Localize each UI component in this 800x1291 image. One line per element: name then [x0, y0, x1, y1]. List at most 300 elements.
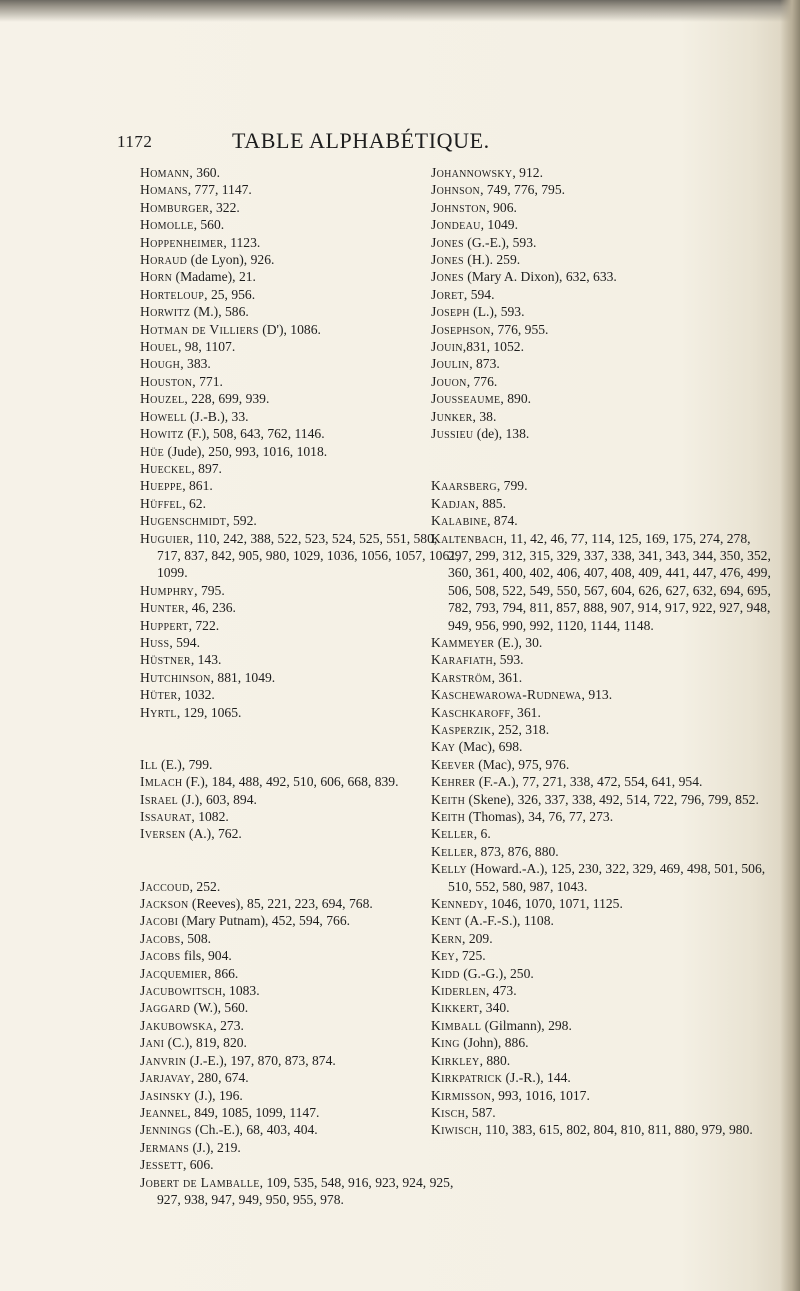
entry-pages: , 1083.: [222, 983, 260, 999]
entry-name: Jousseaume: [431, 391, 501, 407]
entry-pages: , 913.: [581, 687, 613, 703]
entry-pages: , 273.: [213, 1017, 244, 1033]
entry-name: Kaschkaroff: [431, 704, 511, 720]
entry-name: Karafiath: [431, 652, 493, 668]
entry-pages: , 98, 1107.: [177, 339, 236, 355]
entry-name: Joret: [431, 286, 464, 302]
entry-pages: (E.), 30.: [494, 634, 543, 650]
index-entry: [431, 756, 771, 773]
entry-pages: , 252, 318.: [491, 721, 550, 737]
entry-pages: , 890.: [500, 391, 532, 407]
entry-pages: ,831, 1052.: [462, 339, 524, 355]
scan-shadow: [0, 0, 800, 22]
entry-pages: , 383.: [180, 356, 211, 372]
index-entry: [431, 860, 771, 895]
entry-pages: (Mac), 698.: [455, 739, 523, 755]
index-entry: [431, 982, 771, 999]
entry-pages: , 880.: [479, 1052, 511, 1068]
index-entry: [140, 878, 460, 895]
index-entry: [140, 947, 460, 964]
entry-name: Hough: [140, 356, 181, 372]
entry-pages: (J.-B.), 33.: [186, 408, 249, 424]
index-entry: [431, 268, 771, 285]
entry-pages: , 1049.: [480, 217, 518, 233]
index-entry: [431, 338, 771, 355]
index-entry: [140, 321, 460, 338]
entry-pages: (Ch.-E.), 68, 403, 404.: [191, 1122, 318, 1138]
entry-name: Issaurat: [140, 809, 192, 825]
index-entry: [431, 390, 771, 407]
entry-name: Jessett: [140, 1157, 183, 1173]
index-entry: [431, 355, 771, 372]
entry-pages: , 771.: [192, 373, 223, 389]
index-entry: [140, 599, 460, 616]
entry-pages: , 109, 535, 548, 916, 923, 924, 925, 927, 938, 947, 949, 950, 955, 978.: [157, 1174, 454, 1207]
entry-pages: , 62.: [182, 495, 206, 511]
index-entry: [140, 268, 460, 285]
entry-pages: , 866.: [207, 965, 239, 981]
index-entry: [140, 443, 460, 460]
entry-name: Jussieu: [431, 426, 474, 442]
entry-name: Kay: [431, 739, 456, 755]
entry-pages: , 873, 876, 880.: [473, 843, 559, 859]
entry-pages: , 1123.: [223, 234, 261, 250]
index-entry: [431, 495, 771, 512]
entry-name: Hoppenheimer: [140, 234, 224, 250]
entry-pages: (Gilmann), 298.: [481, 1017, 572, 1033]
entry-pages: , 885.: [475, 495, 506, 511]
index-entry: [431, 895, 771, 912]
entry-pages: , 560.: [193, 217, 225, 233]
entry-pages: , 143.: [190, 652, 222, 668]
entry-name: Kern: [431, 930, 463, 946]
index-entry: [140, 1087, 460, 1104]
entry-name: Jacobs: [140, 948, 181, 964]
index-entry: [140, 512, 460, 529]
entry-pages: , 361.: [491, 669, 523, 685]
index-entry: [140, 234, 460, 251]
entry-name: Jasinsky: [140, 1087, 192, 1103]
entry-name: Horteloup: [140, 286, 205, 302]
index-entry: [431, 1052, 771, 1069]
entry-pages: , 593.: [492, 652, 524, 668]
section-gap: [140, 721, 460, 756]
entry-name: Homann: [140, 165, 190, 180]
index-entry: [140, 930, 463, 947]
index-entry: [431, 512, 771, 529]
entry-name: Kirkley: [431, 1052, 480, 1068]
entry-pages: , 795.: [194, 582, 225, 598]
index-entry: [431, 251, 771, 268]
entry-pages: (G.-E.), 593.: [463, 234, 537, 250]
index-entry: [140, 1156, 460, 1173]
running-head: TABLE ALPHABÉTIQUE.: [232, 128, 490, 153]
entry-pages: , 473.: [486, 983, 517, 999]
entry-name: Junker: [431, 408, 473, 424]
index-entry: [431, 1034, 771, 1051]
entry-name: Hueckel: [140, 460, 192, 476]
entry-pages: (Madame), 21.: [172, 269, 256, 285]
page-header: [0, 128, 800, 158]
index-entry: [431, 791, 771, 808]
entry-name: Huguier: [140, 530, 190, 546]
entry-pages: , 912.: [512, 165, 543, 180]
entry-name: Homans: [140, 182, 188, 198]
entry-name: Kaltenbach: [431, 530, 504, 546]
index-entry: [140, 825, 460, 842]
entry-name: Houel: [140, 339, 178, 355]
index-entry: [140, 408, 460, 425]
index-entry: [431, 199, 771, 216]
entry-pages: (Skene), 326, 337, 338, 492, 514, 722, 796, 799, 852.: [465, 791, 759, 807]
entry-pages: (D'), 1086.: [258, 321, 321, 337]
entry-name: Janvrin: [140, 1052, 187, 1068]
entry-pages: , 340.: [478, 1000, 510, 1016]
index-entry: [431, 321, 771, 338]
entry-name: Homburger: [140, 199, 210, 215]
entry-pages: , 606.: [182, 1157, 214, 1173]
section-gap: [431, 443, 771, 478]
index-entry: [140, 1174, 460, 1209]
entry-pages: , 906.: [486, 199, 517, 215]
entry-pages: , 776, 955.: [490, 321, 549, 337]
index-entry: [140, 1017, 460, 1034]
index-entry: [431, 843, 771, 860]
entry-name: Jennings: [140, 1122, 192, 1138]
entry-pages: , 873.: [469, 356, 500, 372]
index-entry: [431, 912, 771, 929]
index-entry: [140, 164, 460, 181]
entry-pages: (John), 886.: [459, 1035, 529, 1051]
index-entry: [140, 686, 460, 703]
entry-pages: , 129, 1065.: [176, 704, 242, 720]
entry-pages: , 1082.: [191, 809, 229, 825]
entry-name: Hüe: [140, 443, 165, 459]
section-gap: [140, 843, 460, 878]
index-entry: [431, 999, 771, 1016]
index-entry: [431, 164, 771, 181]
entry-pages: , 881, 1049.: [210, 669, 276, 685]
index-entry: [431, 738, 771, 755]
index-entry: [140, 651, 460, 668]
index-entry: [431, 234, 771, 251]
entry-pages: , 722.: [188, 617, 220, 633]
entry-name: Josephson: [431, 321, 491, 337]
entry-name: Kaschewarowa-Rudnewa: [431, 687, 582, 703]
entry-pages: (Jude), 250, 993, 1016, 1018.: [164, 443, 328, 459]
entry-name: Kadjan: [431, 495, 476, 511]
entry-name: Jarjavay: [140, 1070, 191, 1086]
entry-pages: , 6.: [473, 826, 491, 842]
entry-pages: , 776.: [466, 373, 498, 389]
entry-pages: , 799.: [496, 478, 528, 494]
index-entry: [431, 1104, 771, 1121]
entry-pages: , 209.: [462, 930, 493, 946]
entry-name: Hunter: [140, 600, 185, 616]
entry-pages: fils, 904.: [180, 948, 232, 964]
index-entry: [431, 1087, 771, 1104]
entry-name: Jones: [431, 252, 464, 268]
entry-name: King: [431, 1035, 460, 1051]
entry-name: Jaccoud: [140, 878, 190, 894]
entry-pages: , 1046, 1070, 1071, 1125.: [484, 896, 623, 912]
entry-name: Horaud: [140, 252, 188, 268]
index-entry: [431, 825, 771, 842]
entry-pages: , 587.: [465, 1104, 496, 1120]
entry-name: Kasperzik: [431, 721, 492, 737]
entry-pages: , 861.: [182, 478, 213, 494]
entry-name: Jouon: [431, 373, 467, 389]
index-entry: [431, 669, 771, 686]
entry-name: Keller: [431, 843, 474, 859]
entry-name: Imlach: [140, 774, 183, 790]
entry-name: Kirmisson: [431, 1087, 492, 1103]
index-entry: [140, 286, 460, 303]
entry-pages: (de Lyon), 926.: [187, 252, 275, 268]
entry-pages: , 594.: [463, 286, 495, 302]
entry-pages: (de), 138.: [473, 426, 530, 442]
entry-pages: , 38.: [472, 408, 497, 424]
entry-name: Jacobs: [140, 930, 181, 946]
index-entry: [140, 303, 460, 320]
entry-name: Hutchinson: [140, 669, 211, 685]
entry-pages: , 897.: [191, 460, 222, 476]
entry-name: Jakubowska: [140, 1017, 214, 1033]
entry-name: Kirkpatrick: [431, 1070, 503, 1086]
entry-name: Kaarsberg: [431, 478, 497, 494]
entry-name: Kidd: [431, 965, 460, 981]
entry-name: Hyrtl: [140, 704, 177, 720]
entry-name: Houston: [140, 373, 193, 389]
index-entry: [431, 651, 771, 668]
index-entry: [431, 303, 771, 320]
entry-pages: (A.), 762.: [185, 826, 242, 842]
entry-name: Huss: [140, 634, 170, 650]
index-entry: [140, 1069, 460, 1086]
entry-name: Huppert: [140, 617, 189, 633]
index-entry: [140, 199, 460, 216]
index-entry: [431, 686, 771, 703]
index-entry: [431, 477, 771, 494]
entry-name: Kikkert: [431, 1000, 479, 1016]
entry-name: Hueppe: [140, 478, 183, 494]
entry-pages: , 749, 776, 795.: [480, 182, 566, 198]
index-entry: [140, 477, 460, 494]
entry-pages: (Mary A. Dixon), 632, 633.: [463, 269, 617, 285]
entry-pages: (Reeves), 85, 221, 223, 694, 768.: [188, 896, 373, 912]
entry-name: Keller: [431, 826, 474, 842]
entry-name: Hüffel: [140, 495, 183, 511]
entry-pages: (Mary Putnam), 452, 594, 766.: [178, 913, 351, 929]
entry-name: Keith: [431, 791, 466, 807]
entry-pages: (J.), 196.: [191, 1087, 243, 1103]
entry-pages: (F.), 508, 643, 762, 1146.: [183, 426, 325, 442]
index-entry: [140, 791, 460, 808]
index-entry: [140, 338, 460, 355]
index-entry: [431, 373, 771, 390]
entry-name: Johnson: [431, 182, 481, 198]
entry-name: Houzel: [140, 391, 185, 407]
index-entry: [431, 286, 771, 303]
index-entry: [140, 582, 460, 599]
entry-name: Jeannel: [140, 1104, 188, 1120]
index-entry: [140, 181, 460, 198]
entry-name: Jacquemier: [140, 965, 208, 981]
index-entry: [140, 1139, 460, 1156]
index-entry: [140, 895, 460, 912]
index-column-right: [431, 164, 771, 1139]
entry-name: Horn: [140, 269, 173, 285]
entry-name: Ill: [140, 756, 158, 772]
index-entry: [140, 704, 460, 721]
entry-pages: , 110, 242, 388, 522, 523, 524, 525, 551, 580, 717, 837, 842, 905, 980, 1029, 1036, 1056, 1057, 1061, 1099.: [157, 530, 460, 581]
entry-name: Keever: [431, 756, 475, 772]
entry-pages: , 228, 699, 939.: [184, 391, 270, 407]
index-entry: [431, 773, 771, 790]
entry-pages: , 361.: [510, 704, 541, 720]
entry-pages: , 592.: [226, 513, 257, 529]
entry-name: Hüter: [140, 687, 178, 703]
index-entry: [140, 460, 460, 477]
entry-pages: , 849, 1085, 1099, 1147.: [187, 1104, 320, 1120]
index-entry: [140, 425, 460, 442]
index-entry: [140, 808, 460, 825]
entry-name: Horwitz: [140, 304, 191, 320]
index-entry: [140, 1104, 460, 1121]
entry-name: Johnston: [431, 199, 487, 215]
index-entry: [140, 965, 460, 982]
entry-name: Kiderlen: [431, 983, 486, 999]
index-entry: [140, 251, 460, 268]
entry-name: Jones: [431, 269, 464, 285]
entry-name: Keith: [431, 809, 466, 825]
entry-pages: (J.), 603, 894.: [178, 791, 257, 807]
entry-name: Johannowsky: [431, 165, 513, 180]
entry-pages: (J.-E.), 197, 870, 873, 874.: [186, 1052, 336, 1068]
entry-name: Jones: [431, 234, 464, 250]
index-entry: [431, 721, 771, 738]
entry-name: Hugenschmidt: [140, 513, 227, 529]
entry-pages: (H.). 259.: [463, 252, 521, 268]
entry-pages: (F.), 184, 488, 492, 510, 606, 668, 839.: [182, 774, 399, 790]
entry-name: Jondeau: [431, 217, 481, 233]
index-entry: [140, 495, 460, 512]
index-entry: [431, 704, 771, 721]
index-entry: [431, 408, 771, 425]
entry-name: Kimball: [431, 1017, 482, 1033]
entry-name: Jaggard: [140, 1000, 191, 1016]
entry-pages: (J.), 219.: [189, 1139, 241, 1155]
entry-pages: (J.-R.), 144.: [502, 1070, 571, 1086]
entry-pages: (G.-G.), 250.: [459, 965, 534, 981]
entry-pages: (A.-F.-S.), 1108.: [461, 913, 554, 929]
index-entry: [140, 530, 460, 582]
index-entry: [140, 912, 460, 929]
entry-pages: , 993, 1016, 1017.: [491, 1087, 590, 1103]
index-entry: [140, 634, 460, 651]
index-entry: [431, 947, 771, 964]
entry-name: Jackson: [140, 896, 189, 912]
index-entry: [140, 669, 460, 686]
index-entry: [140, 1052, 460, 1069]
entry-pages: , 1032.: [177, 687, 215, 703]
entry-name: Key: [431, 948, 456, 964]
entry-name: Kennedy: [431, 896, 485, 912]
entry-pages: , 252.: [189, 878, 221, 894]
index-entry: [140, 1121, 460, 1138]
index-entry: [140, 390, 460, 407]
entry-pages: (W.), 560.: [190, 1000, 249, 1016]
index-entry: [431, 425, 771, 442]
index-entry: [140, 982, 460, 999]
entry-pages: , 360.: [189, 165, 220, 180]
entry-pages: , 46, 236.: [184, 600, 236, 616]
entry-name: Jouin: [431, 339, 463, 355]
entry-name: Jobert de Lamballe: [140, 1174, 260, 1190]
index-entry: [431, 808, 771, 825]
entry-name: Iversen: [140, 826, 186, 842]
index-entry: [431, 1017, 771, 1034]
entry-name: Kehrer: [431, 774, 476, 790]
entry-pages: , 594.: [169, 634, 200, 650]
entry-pages: (F.-A.), 77, 271, 338, 472, 554, 641, 954.: [475, 774, 703, 790]
entry-pages: , 322.: [209, 199, 240, 215]
entry-name: Kalabine: [431, 513, 488, 529]
entry-name: Hotman de Villiers: [140, 321, 259, 337]
index-entry: [140, 756, 460, 773]
entry-pages: , 874.: [487, 513, 518, 529]
entry-pages: (Mac), 975, 976.: [474, 756, 570, 772]
entry-name: Homolle: [140, 217, 194, 233]
entry-pages: (Thomas), 34, 76, 77, 273.: [465, 809, 614, 825]
index-entry: [431, 965, 771, 982]
entry-name: Jermans: [140, 1139, 190, 1155]
entry-pages: , 777, 1147.: [187, 182, 252, 198]
entry-name: Joulin: [431, 356, 470, 372]
entry-pages: , 725.: [455, 948, 486, 964]
entry-name: Hüstner: [140, 652, 191, 668]
index-entry: [140, 373, 460, 390]
entry-pages: (M.), 586.: [190, 304, 249, 320]
entry-name: Kelly: [431, 861, 467, 877]
entry-name: Jacobi: [140, 913, 179, 929]
index-entry: [431, 930, 771, 947]
index-entry: [140, 1034, 460, 1051]
entry-name: Israel: [140, 791, 178, 807]
entry-pages: (E.), 799.: [157, 756, 213, 772]
entry-pages: , 11, 42, 46, 77, 114, 125, 169, 175, 274, 278, 297, 299, 312, 315, 329, 337, 338, 341, 343, 344, 350, 352, 360, 361, 400, 402, 406, 407, 408, 409, 441, 447, 476, 499, 506, 508, 522, 549, 550, 567, 604, 626, 627, 632, 694, 695, 782, 793, 794, 811, 857, 888, 907, 914, 917, 922, 927, 948, 949, 956, 990, 992, 1120, 1144, 1148.: [448, 530, 771, 633]
entry-name: Kent: [431, 913, 462, 929]
entry-name: Joseph: [431, 304, 470, 320]
entry-name: Jacubowitsch: [140, 983, 223, 999]
entry-pages: , 280, 674.: [190, 1070, 249, 1086]
index-entry: [140, 773, 460, 790]
entry-name: Karström: [431, 669, 492, 685]
entry-name: Howitz: [140, 426, 184, 442]
entry-name: Humphry: [140, 582, 195, 598]
entry-name: Kisch: [431, 1104, 466, 1120]
entry-pages: , 25, 956.: [204, 286, 256, 302]
index-entry: [140, 216, 460, 233]
entry-name: Howell: [140, 408, 187, 424]
entry-pages: , 110, 383, 615, 802, 804, 810, 811, 880, 979, 980.: [478, 1122, 753, 1138]
entry-name: Jani: [140, 1035, 165, 1051]
index-entry: [431, 1069, 771, 1086]
page-edge: [780, 0, 800, 1291]
entry-pages: (L.), 593.: [469, 304, 525, 320]
page-number: 1172: [117, 132, 153, 151]
index-entry: [140, 617, 460, 634]
